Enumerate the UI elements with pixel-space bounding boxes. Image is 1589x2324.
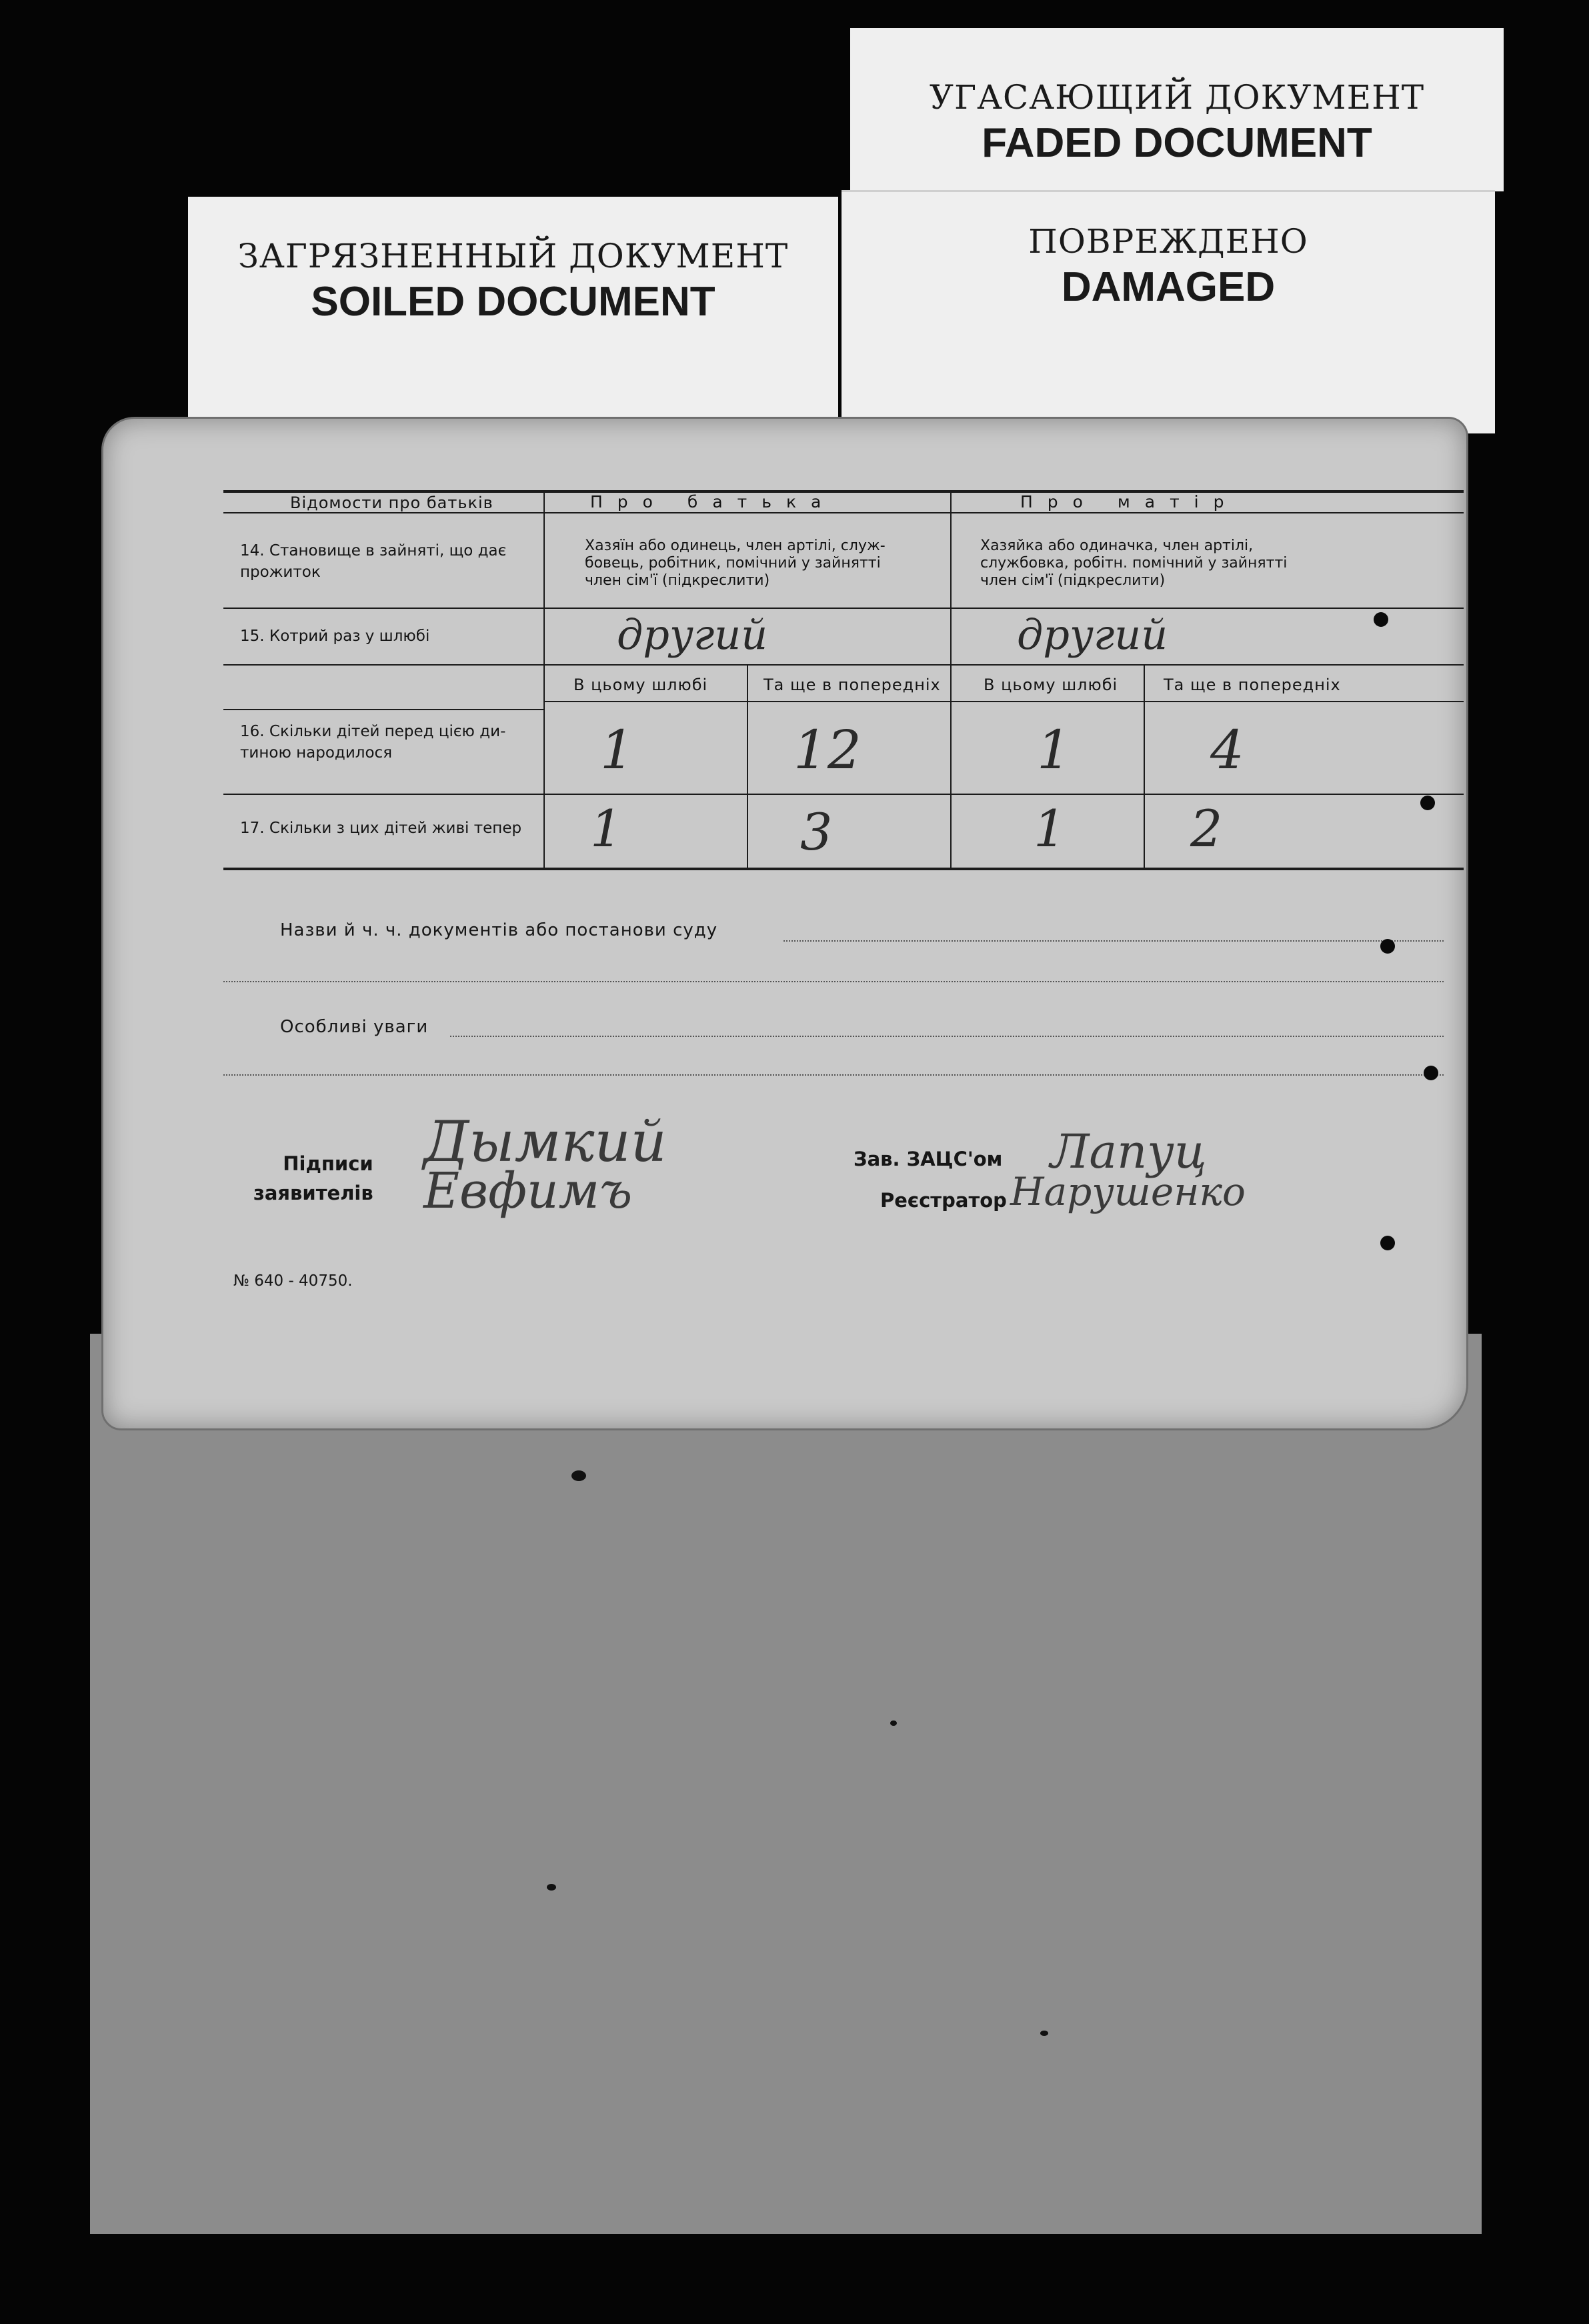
damaged-label-ru: ПОВРЕЖДЕНО — [1028, 222, 1308, 261]
row16-label — [240, 721, 505, 764]
documents-line — [783, 940, 1444, 942]
registrar-label: Реєстратор — [880, 1189, 1007, 1212]
subheader-previous-mother: Та ще в попередніх — [1164, 676, 1341, 694]
dirt-speck — [571, 1470, 586, 1481]
punch-hole — [1380, 939, 1395, 954]
row14-label-line: 14. Становище в зайняті, що дає — [240, 542, 507, 559]
subheader-this-marriage-father: В цьому шлюбі — [573, 676, 708, 694]
dirt-speck — [1040, 2031, 1048, 2036]
row17-value: 1 — [590, 799, 623, 858]
row14-father-options — [585, 537, 886, 590]
notes-line — [450, 1036, 1444, 1037]
table-bottom-rule — [223, 868, 1464, 870]
table-rule — [543, 701, 1464, 702]
row16-value: 1 — [1037, 719, 1071, 781]
row14-mother-line: службовка, робітн. помічний у зайнятті — [980, 555, 1288, 571]
dirt-speck — [547, 1884, 556, 1891]
row14-father-line: бовець, робітник, помічний у зайнятті — [585, 555, 881, 571]
table-rule — [223, 608, 1464, 609]
punch-hole — [1424, 1066, 1438, 1080]
row14-label — [240, 540, 506, 583]
table-rule — [223, 512, 1464, 513]
notes-line — [223, 1074, 1444, 1076]
soiled-document-label — [188, 197, 838, 433]
header-parents-info: Відомости про батьків — [290, 493, 493, 512]
table-column-rule — [1144, 664, 1145, 869]
row15-mother-value: другий — [1017, 610, 1168, 659]
punch-hole — [1374, 612, 1388, 627]
table-top-rule — [223, 490, 1464, 493]
damaged-label — [842, 190, 1495, 433]
row17-value: 1 — [1034, 799, 1066, 858]
row16-value: 4 — [1210, 719, 1244, 781]
table-rule — [223, 664, 1464, 666]
zags-head-label: Зав. ЗАЦС'ом — [854, 1148, 1003, 1170]
soiled-label-en: SOILED DOCUMENT — [311, 279, 715, 325]
notes-label: Особливі уваги — [280, 1017, 429, 1037]
row14-father-line: Хазяїн або одинець, член артілі, служ- — [585, 537, 886, 554]
row17-value: 2 — [1190, 799, 1223, 858]
damaged-label-en: DAMAGED — [1061, 264, 1276, 310]
applicant-signature: Дымкий — [423, 1109, 667, 1174]
row16-label-line: 16. Скільки дітей перед цією ди- — [240, 723, 506, 740]
header-father: Про батька — [590, 492, 836, 511]
row16-value: 12 — [793, 719, 862, 781]
row14-label-line: прожиток — [240, 563, 321, 581]
applicants-label — [253, 1149, 373, 1208]
row17-label: 17. Скільки з цих дітей живі тепер — [240, 820, 522, 837]
documents-line — [223, 981, 1444, 982]
table-column-rule — [950, 490, 952, 869]
row14-mother-line: Хазяйка або одиначка, член артілі, — [980, 537, 1254, 554]
applicant-signature: Евфимъ — [423, 1162, 633, 1220]
table-column-rule — [543, 490, 545, 869]
punch-hole — [1420, 796, 1435, 810]
table-column-rule — [747, 664, 748, 869]
record-sheet — [101, 417, 1468, 1430]
row14-mother-options — [980, 537, 1287, 590]
table-rule — [223, 794, 1464, 795]
row16-label-line: тиною народилося — [240, 744, 393, 762]
documents-label: Назви й ч. ч. документів або постанови суду — [280, 920, 718, 940]
dirt-speck — [890, 1720, 897, 1726]
subheader-previous-father: Та ще в попередніх — [763, 676, 941, 694]
faded-label-ru: УГАСАЮЩИЙ ДОКУМЕНТ — [929, 78, 1425, 117]
form-number: № 640 - 40750. — [233, 1272, 353, 1290]
row16-value: 1 — [600, 719, 634, 781]
faded-label-en: FADED DOCUMENT — [982, 120, 1372, 166]
cardboard-folder — [90, 1334, 1482, 2234]
row15-label: 15. Котрий раз у шлюбі — [240, 628, 430, 645]
soiled-label-ru: ЗАГРЯЗНЕННЫЙ ДОКУМЕНТ — [237, 237, 789, 275]
applicants-label-line: Підписи — [283, 1152, 373, 1175]
table-rule — [223, 709, 543, 710]
applicants-label-line: заявителів — [253, 1182, 373, 1204]
punch-hole — [1380, 1236, 1395, 1250]
registrar-signature: Нарушенко — [1010, 1169, 1246, 1214]
header-mother: Про матір — [1020, 492, 1239, 511]
zags-head-signature: Лапуц — [1050, 1124, 1207, 1179]
row15-father-value: другий — [617, 610, 768, 659]
row14-mother-line: член сім'ї (підкреслити) — [980, 572, 1166, 589]
row14-father-line: член сім'ї (підкреслити) — [585, 572, 770, 589]
faded-document-label — [850, 28, 1504, 191]
subheader-this-marriage-mother: В цьому шлюбі — [984, 676, 1118, 694]
row17-value: 3 — [800, 802, 833, 862]
